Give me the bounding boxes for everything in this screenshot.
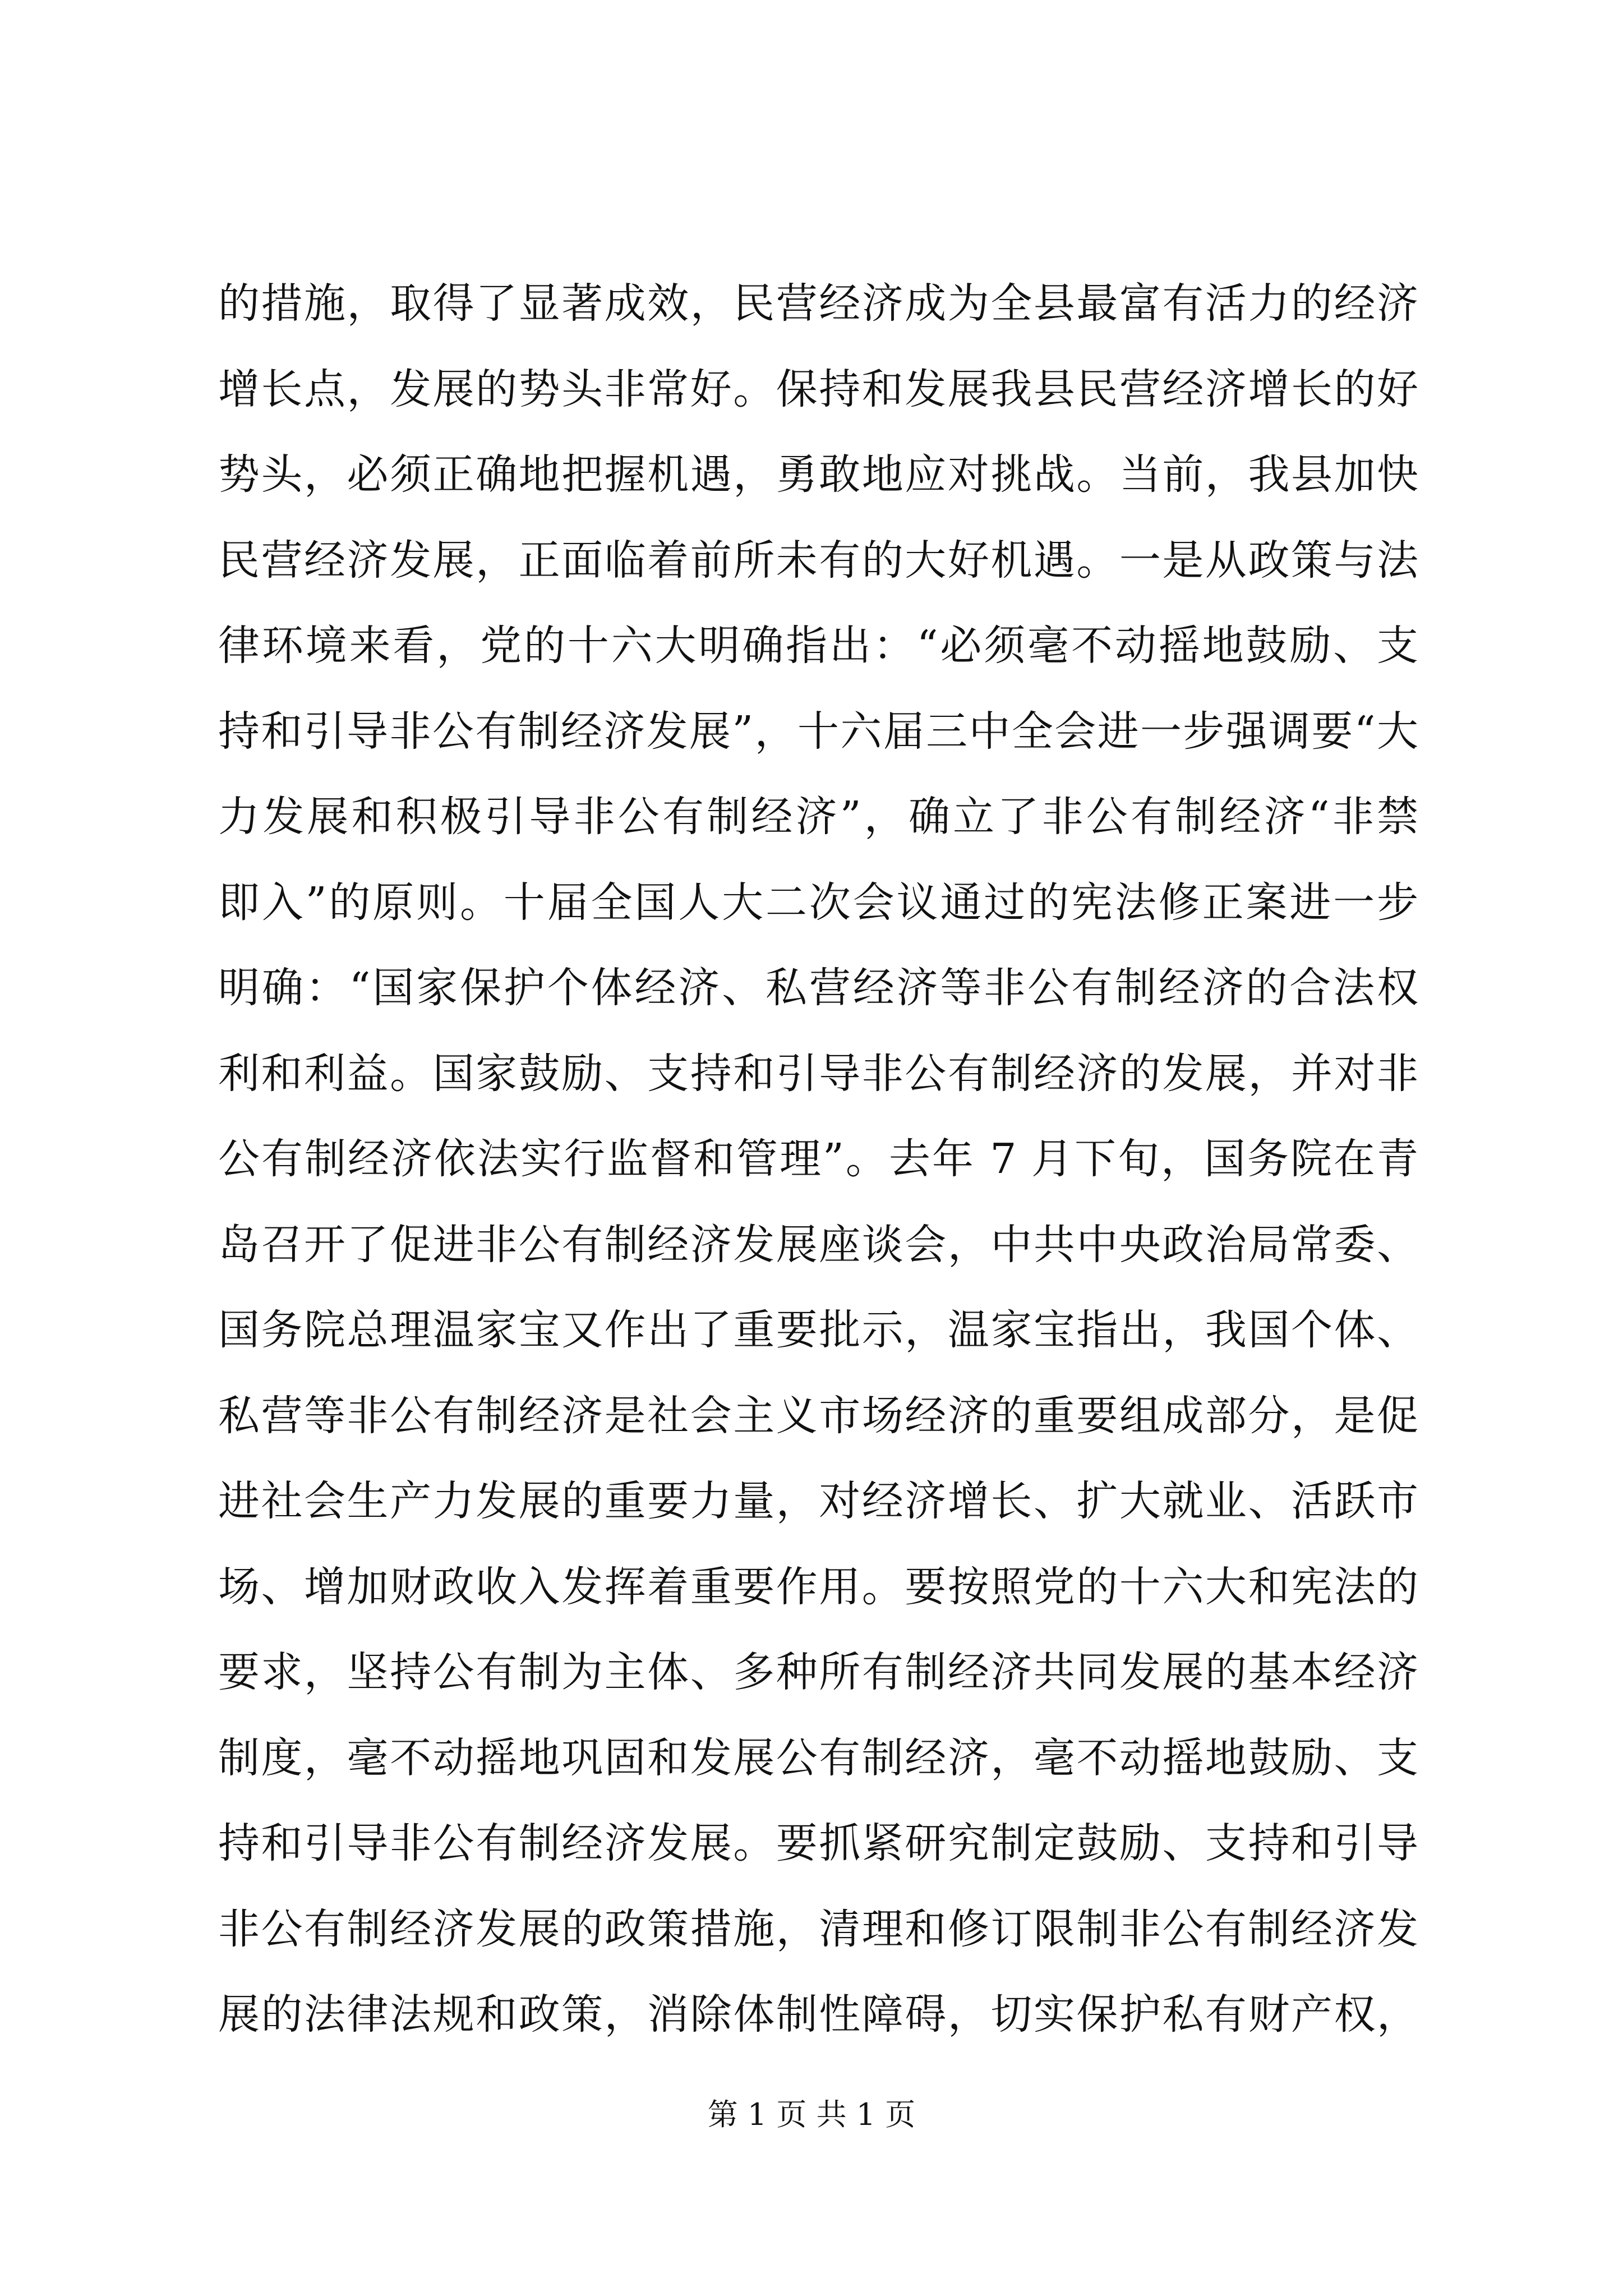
text-line: 制度，毫不动摇地巩固和发展公有制经济，毫不动摇地鼓励、支	[218, 1733, 1418, 1782]
body-text	[218, 261, 1418, 2058]
text-line: 私营等非公有制经济是社会主义市场经济的重要组成部分，是促	[218, 1391, 1418, 1440]
text-line: 力发展和积极引导非公有制经济”，确立了非公有制经济“非禁	[218, 793, 1418, 841]
text-line: 利和利益。国家鼓励、支持和引导非公有制经济的发展，并对非	[218, 1049, 1418, 1098]
text-line: 公有制经济依法实行监督和管理”。去年 7 月下旬，国务院在青	[218, 1135, 1418, 1183]
text-line: 要求，坚持公有制为主体、多种所有制经济共同发展的基本经济	[218, 1648, 1418, 1696]
text-line: 持和引导非公有制经济发展。要抓紧研究制定鼓励、支持和引导	[218, 1819, 1418, 1867]
text-line: 即入”的原则。十届全国人大二次会议通过的宪法修正案进一步	[218, 878, 1418, 927]
text-line: 民营经济发展，正面临着前所未有的大好机遇。一是从政策与法	[218, 536, 1418, 585]
text-line: 岛召开了促进非公有制经济发展座谈会，中共中央政治局常委、	[218, 1220, 1418, 1269]
text-line: 的措施，取得了显著成效，民营经济成为全县最富有活力的经济	[218, 279, 1418, 328]
text-line: 增长点，发展的势头非常好。保持和发展我县民营经济增长的好	[218, 365, 1418, 413]
text-line: 明确：“国家保护个体经济、私营经济等非公有制经济的合法权	[218, 964, 1418, 1012]
text-line: 展的法律法规和政策，消除体制性障碍，切实保护私有财产权，	[218, 1990, 1418, 2039]
text-line: 非公有制经济发展的政策措施，清理和修订限制非公有制经济发	[218, 1904, 1418, 1953]
text-line: 场、增加财政收入发挥着重要作用。要按照党的十六大和宪法的	[218, 1562, 1418, 1611]
text-line: 进社会生产力发展的重要力量，对经济增长、扩大就业、活跃市	[218, 1477, 1418, 1525]
page-footer: 第 1 页 共 1 页	[707, 2097, 916, 2132]
text-line: 持和引导非公有制经济发展”，十六届三中全会进一步强调要“大	[218, 707, 1418, 756]
text-line: 国务院总理温家宝又作出了重要批示，温家宝指出，我国个体、	[218, 1306, 1418, 1354]
text-line: 势头，必须正确地把握机遇，勇敢地应对挑战。当前，我县加快	[218, 450, 1418, 499]
text-line: 律环境来看，党的十六大明确指出：“必须毫不动摇地鼓励、支	[218, 622, 1418, 670]
